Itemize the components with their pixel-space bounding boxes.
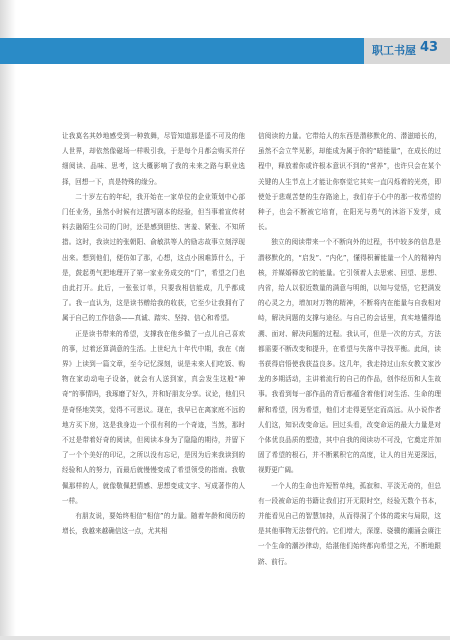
page-number: 43: [420, 40, 439, 55]
section-title: 职工书屋: [372, 44, 416, 57]
paragraph: 有朋友说，要始终相信“相信”的力量。随着年龄和阅历的增长，我越来越确信这一点，尤其相: [62, 512, 245, 536]
paragraph: 二十岁左右的年纪，我开始在一家单位的企业策划中心部门任业务，虽然小时候有过撰写剧本的经验，但当事着宣传材料去融陌生公司的门时，还是感到胆怯、害羞、紧张、不知所措。这时，我读过的张朝阳、俞敏洪等人的励志故事立刻浮现出来。想到他们，便仿如了那，心想，这点小困难算什么，于是，鼓起勇气把地理开了第一家业务成交的“门”，希望之门也由此打开。此后，一张张订单，只要我相信能成，几乎都成了。我一直认为，这是读书赠给我的收获，它至少让我拥有了属于自己的工作信条——真诚、踏实、坚持、信心和希望。: [62, 192, 245, 323]
paragraph: 一个人的生命也许短暂单纯，孤寂和、平淡无奇的，但总有一段被命运的书籍让我们打开无限时空，经验无数个书本，并能看见自己的智慧加持，从而得洞了个体的霞宋与局限，这是其他事物无法替代的。它们增大，深邃、骁骥的潮涌会赓注一个生命的潮沙律动，给湛他们始终都向希望之光，不断地跟跻、前行。: [258, 481, 441, 566]
paragraph: 信阅读的力量。它带给人的东西是潜移默化的、潜滋暗长的，虽然不会立竿见影，却能成为属于你的“暗能量”，在成长的过程中，释放着你或许根本意识不到的“营养”，也许只会在某个关键的人生节点上才能让你察觉它其实一直闪烁着的光亮，即使处于悲观苦楚的生存路途上，我们存于心中的那一枚希望的种子，也会不断被它培育，在阳光与勇气的沐浴下发芽，成长。: [258, 132, 441, 232]
left-text-column: [62, 129, 245, 539]
page-bottom-edge: [0, 636, 450, 640]
right-text-column: [258, 129, 441, 570]
page-spine-shadow: [0, 0, 16, 640]
paragraph: 正是读书带来的希望，支撑我在他乡做了一点儿自己喜欢的事，过着还算满意的生活。上世纪九十年代中期，我在《南界》上读到一篇文章，至今记忆深刻，说是未来人们吃饭、购物在家动动电子设备，就会有人送到家，真会发生这般“神奇”的事情吗，我琢磨了好久，并和好朋友分享。议论，他们只是奇怪地笑笑，觉得不可思议。现在，我早已在离家庭不远的地方买下房，这是我身边一个很有利的一个奇迹，当然，那时不过是带着好奇的阅读，但阅读本身为了隐隐的期待，并留下了一个个美好的印记，之所以没有忘记，是因为后来我读到的经验和人的努力，而最后就慢慢变成了希望领受的指南。我敬佩那样的人，就像敬佩把情感、思想变成文字、写成著作的人一样。: [62, 329, 245, 505]
paragraph: 让我莫名其妙地感受到一种敦舞，尽管知道那是遥不可及的他人世界，却依然像磁场一样吸引我，于是每个月都会购买并仔细阅读、品味、思考，这大概影响了我的未来之路与职业选择，回想一下，真是特殊的缘分。: [62, 132, 245, 186]
paragraph: 独立的阅读带来一个不断向外的过程，书中较多的信息是潜移默化的，“启发”、“内化”，懂得积蓄能量一个人的精神内核，并媒婚释放它的能量。它引领着人去思索、回望、思想、内省，给人以很近数量的满意与明朗，以知与觉悟，它把满发的心灵之力，增加对万物的精神，不断将内在能量与自我相对峙，解决问题的支撑与途径。与自己的会话里，真实地懂得追溯、面对、解决问题的过程。我认可，但是一次的方式，方法都需要不断改变和提升，在希望与失落中寻找平衡。此间，读书获得启悟使我获益良多。这几年，我走持过山东女教文家沙龙的多期活动，主讲着流行的自己的作品，创作经历和人生故事。我看到每一部作品的背后都蕴含着他们对生活、生命的理解和希望，因为希望，他们才走得更坚定而高远。从小说作者人们这，知识改变命运。回过头看，改变命运的最大力量是对个体优良品质的塑造，其中自我的阅读功不可没，它奠定并加固了希望的根石，并不断累积它的高度，让人的目光更深远，视野更广阔。: [258, 238, 441, 475]
header-accent-bar: [0, 38, 364, 64]
